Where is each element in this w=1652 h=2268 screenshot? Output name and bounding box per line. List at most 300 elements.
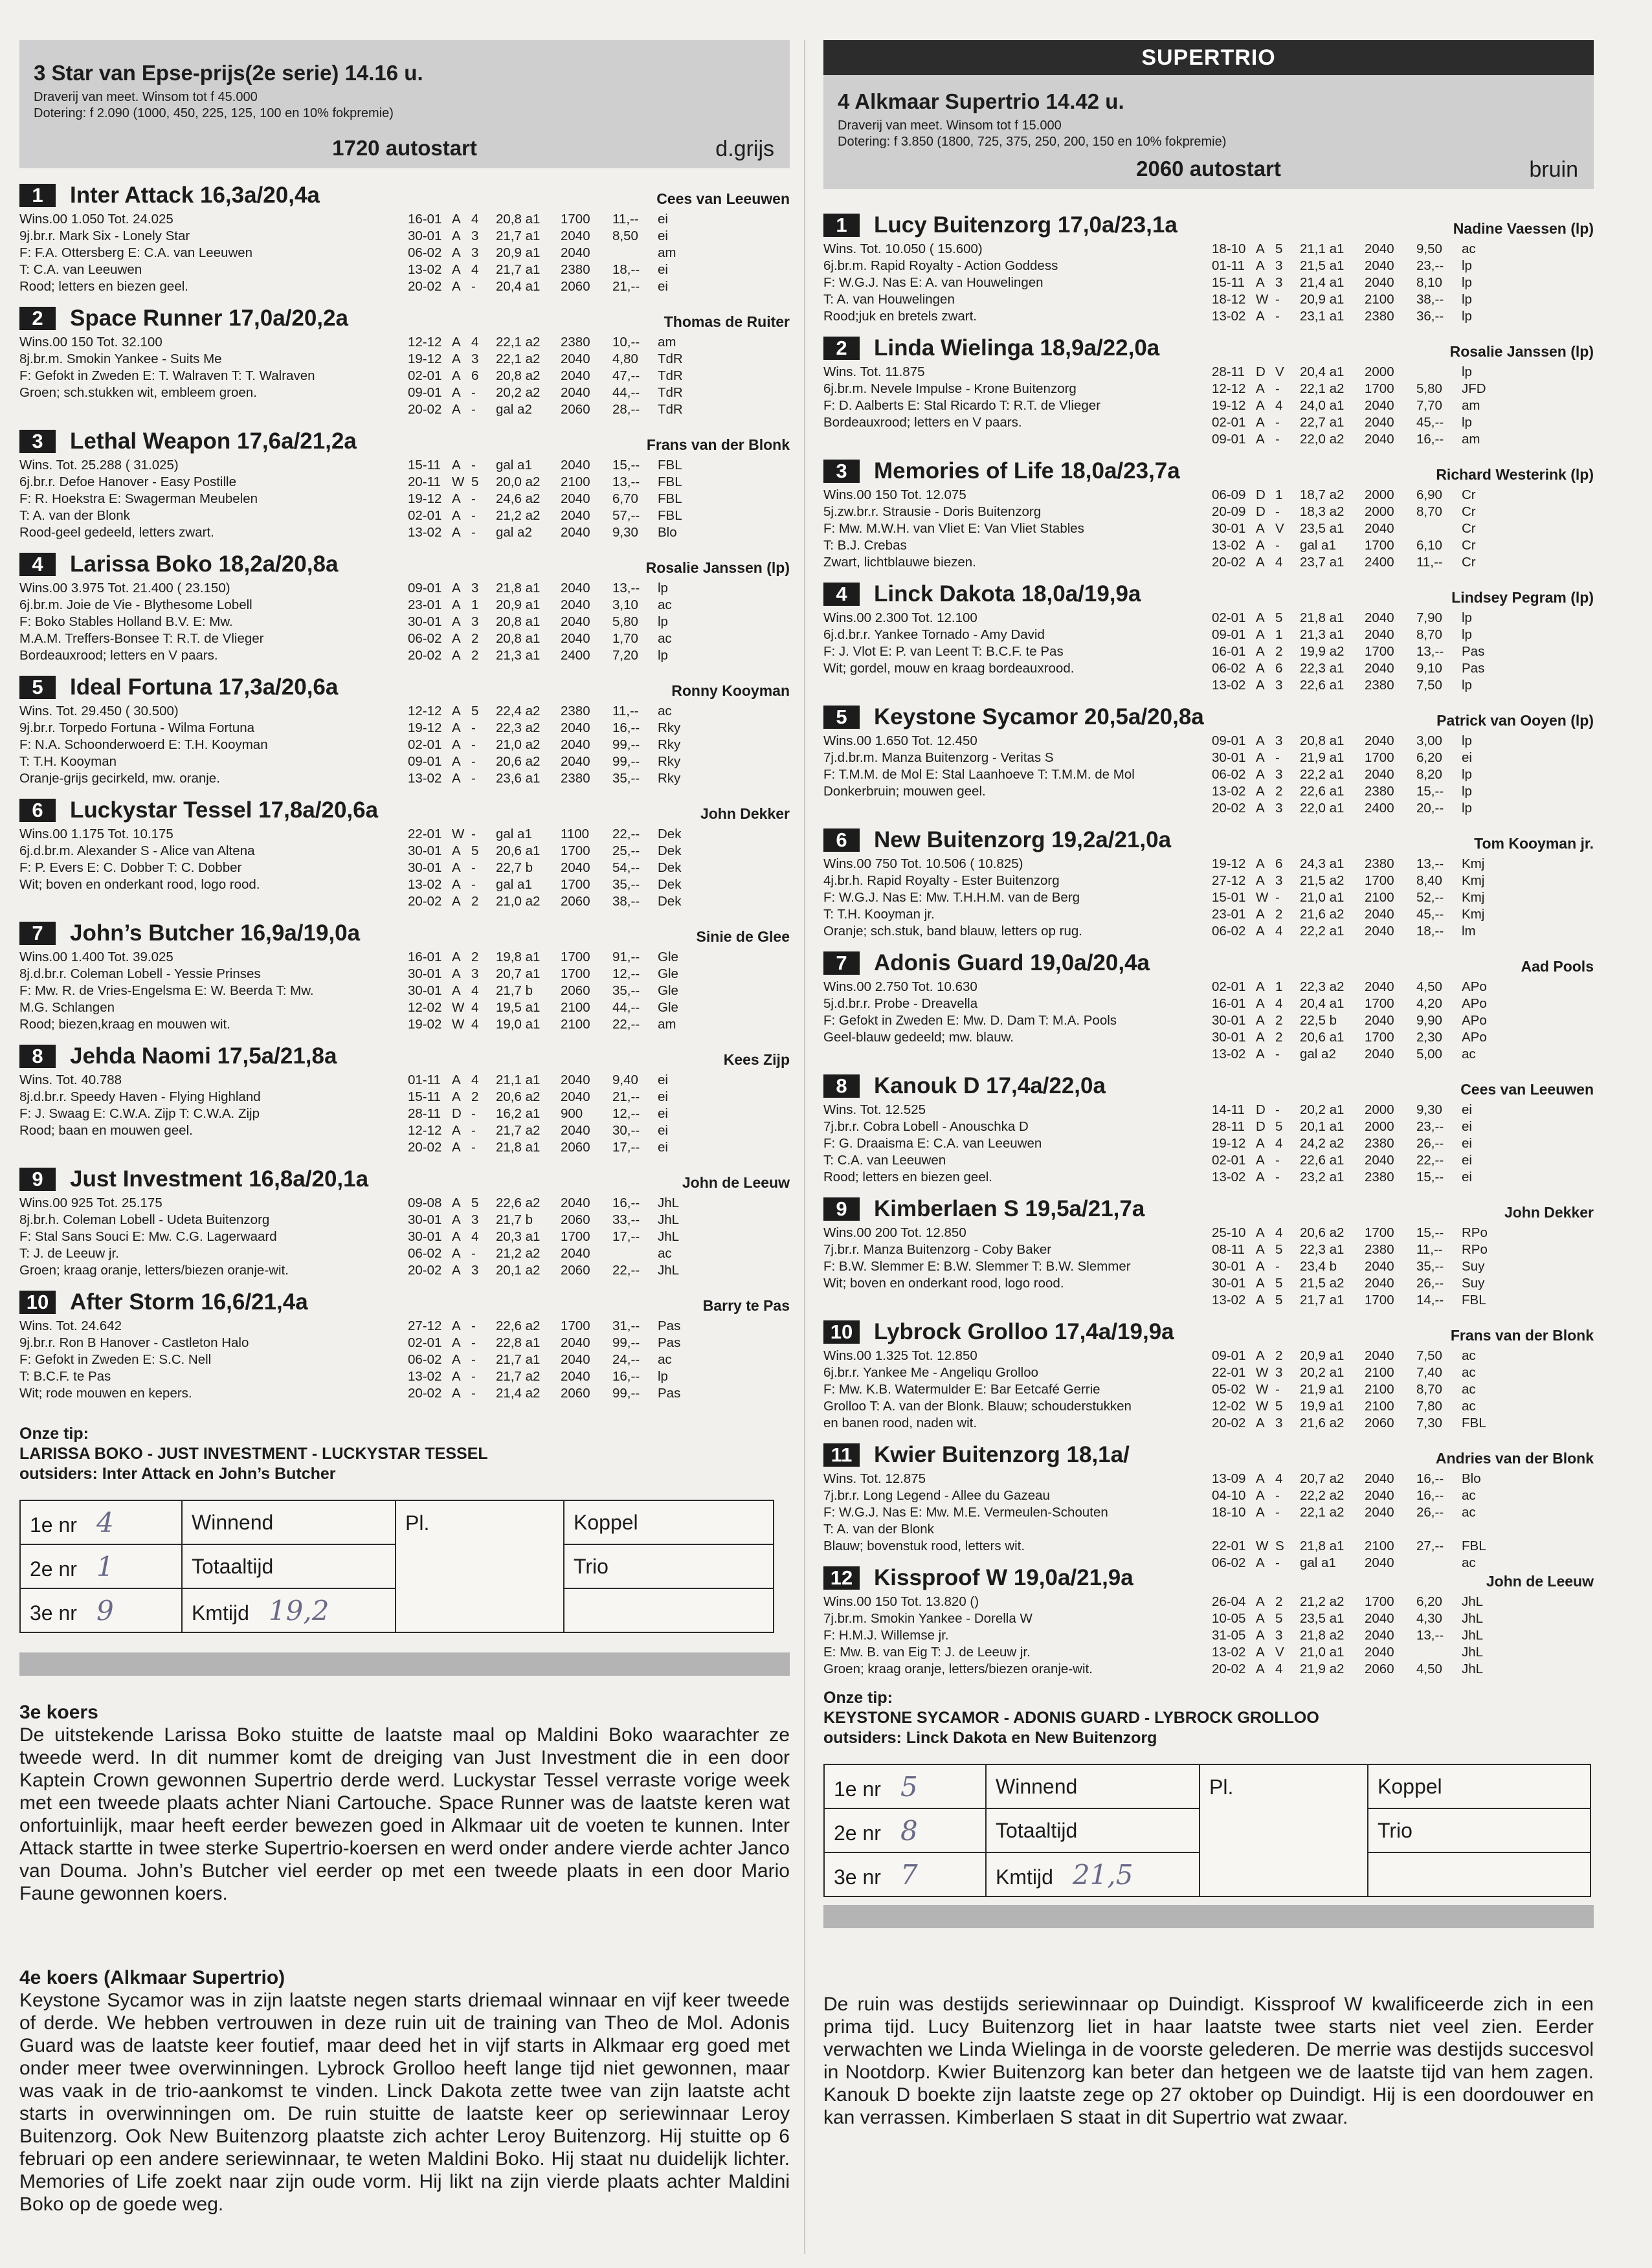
result-cell: 16-01 (408, 212, 442, 227)
result-cell: 20,9 a1 (1300, 292, 1345, 307)
form-pl-cell[interactable]: Pl. (1200, 1764, 1368, 1896)
result-cell: 30-01 (408, 1212, 442, 1227)
result-cell: A (1256, 924, 1265, 939)
result-cell: APo (1462, 996, 1487, 1011)
form-nr-cell[interactable] (824, 1808, 986, 1852)
recent-results (408, 211, 703, 295)
horse-info (823, 610, 1238, 677)
result-cell: 7,50 (1416, 678, 1442, 693)
result-cell: 23,6 a1 (496, 771, 541, 786)
horse-entry (19, 1166, 790, 1289)
result-cell: 28-11 (1212, 1119, 1245, 1134)
result-cell: 28-11 (1212, 364, 1245, 379)
race-purse: Dotering: f 2.090 (1000, 450, 225, 125, 100 en 10% fokpremie) (34, 106, 394, 120)
result-row (408, 770, 703, 787)
result-cell: A (1256, 979, 1265, 994)
result-cell: 4 (471, 1017, 479, 1032)
form-label-cell[interactable] (182, 1588, 396, 1632)
info-line: F: J. Swaag E: C.W.A. Zijp T: C.W.A. Zijp (19, 1106, 260, 1121)
form-nr-label: 1e nr (834, 1777, 881, 1801)
result-row (1212, 1241, 1507, 1258)
result-cell: 2040 (561, 1123, 590, 1138)
result-row (1212, 1471, 1507, 1487)
result-cell: A (1256, 1645, 1265, 1660)
result-row (1212, 1504, 1507, 1521)
result-row (1212, 1538, 1507, 1555)
result-cell: 6,10 (1416, 538, 1442, 553)
horse-name-text: New Buitenzorg 19,2a/21,0a (874, 827, 1172, 852)
result-cell: 9,90 (1416, 1013, 1442, 1028)
result-cell: 6 (471, 368, 479, 383)
result-cell: 02-01 (1212, 979, 1246, 994)
result-cell: 5 (1275, 241, 1283, 256)
info-line: Wins. Tot. 24.642 (19, 1318, 122, 1333)
result-cell: 2040 (1365, 1628, 1394, 1643)
horse-name-text: Jehda Naomi 17,5a/21,8a (70, 1043, 337, 1069)
form-nr-cell[interactable] (824, 1852, 986, 1896)
form-nr-cell[interactable] (20, 1544, 182, 1588)
start-number: 11 (823, 1443, 860, 1467)
result-cell: 30-01 (408, 843, 442, 858)
result-cell: 30-01 (408, 228, 442, 243)
form-bet-cell[interactable]: Trio (1368, 1808, 1591, 1852)
result-cell: 22,6 a1 (1300, 678, 1345, 693)
result-cell: A (452, 1229, 461, 1244)
result-cell: 4 (1275, 1471, 1283, 1486)
result-cell: 4 (471, 983, 479, 998)
result-cell: A (452, 228, 461, 243)
horse-name (19, 920, 790, 946)
result-cell: 27,-- (1416, 1539, 1444, 1553)
info-line: Wins.00 1.650 Tot. 12.450 (823, 733, 977, 748)
result-row (408, 1228, 703, 1245)
result-row (408, 1139, 703, 1156)
result-cell: 09-01 (1212, 1348, 1246, 1363)
form-nr-label: 2e nr (834, 1821, 881, 1845)
result-cell: A (1256, 767, 1265, 782)
result-cell: 3 (1275, 1416, 1283, 1430)
result-cell: A (1256, 1555, 1265, 1570)
form-nr-cell[interactable] (824, 1764, 986, 1808)
result-cell: 16,2 a1 (496, 1106, 541, 1121)
result-row (408, 384, 703, 401)
info-line: F: Gefokt in Zweden E: T. Walraven T: T. Walraven (19, 368, 315, 383)
recent-results (1212, 856, 1507, 940)
result-cell: 14-11 (1212, 1102, 1245, 1117)
result-cell: 20,4 a1 (496, 279, 541, 294)
result-cell: 22,3 a2 (496, 720, 541, 735)
result-cell: 13-02 (1212, 1645, 1246, 1660)
result-row (408, 457, 703, 474)
result-cell: 30-01 (1212, 1259, 1246, 1274)
result-cell: W (452, 827, 465, 841)
result-row (408, 843, 703, 860)
result-cell: 2060 (561, 1140, 590, 1155)
result-cell: 2 (1275, 1594, 1283, 1609)
result-row (408, 1335, 703, 1351)
result-cell: 6 (1275, 856, 1283, 871)
result-cell: lp (658, 648, 668, 663)
result-cell: 20-02 (408, 1263, 442, 1278)
result-cell: ei (1462, 1119, 1472, 1134)
result-cell: A (452, 1386, 461, 1401)
result-cell: A (1256, 750, 1265, 765)
result-cell: A (1256, 241, 1265, 256)
result-row (1212, 610, 1507, 627)
result-cell: gal a1 (1300, 1555, 1336, 1570)
result-cell: 1700 (1365, 750, 1394, 765)
horse-name-text: Space Runner 17,0a/20,2a (70, 306, 348, 331)
result-cell: 3,10 (612, 597, 638, 612)
horse-info (823, 364, 1238, 431)
result-cell: 1 (471, 597, 479, 612)
result-cell: 13,-- (1416, 1628, 1444, 1643)
horse-info (823, 1594, 1238, 1678)
form-label-cell[interactable] (986, 1764, 1200, 1808)
result-cell: 2000 (1365, 504, 1394, 519)
result-cell: 21,0 a1 (1300, 890, 1345, 905)
result-cell: 2040 (561, 1335, 590, 1350)
driver-name: Sinie de Glee (696, 928, 790, 945)
result-cell: 8,40 (1416, 873, 1442, 888)
result-cell: 1700 (561, 950, 590, 964)
info-line: F: Gefokt in Zweden E: S.C. Nell (19, 1352, 212, 1367)
result-cell: FBL (1462, 1416, 1486, 1430)
info-line: 5j.zw.br.r. Strausie - Doris Buitenzorg (823, 504, 1042, 519)
result-cell: - (1275, 309, 1280, 324)
supertrio-banner: SUPERTRIO (823, 40, 1594, 75)
result-cell: 09-01 (1212, 432, 1246, 447)
result-row (1212, 1521, 1507, 1538)
info-line: F: W.G.J. Nas E: A. van Houwelingen (823, 275, 1044, 290)
form-nr-cell[interactable] (20, 1500, 182, 1544)
story-title-2: 4e koers (Alkmaar Supertrio) (19, 1967, 285, 1988)
result-cell: 20-02 (1212, 1662, 1246, 1676)
horse-name-text: Kanouk D 17,4a/22,0a (874, 1073, 1106, 1098)
info-line: Rood;juk en bretels zwart. (823, 309, 977, 324)
result-cell: 2100 (561, 1017, 590, 1032)
result-cell: 2040 (561, 458, 590, 472)
recent-results (1212, 1348, 1507, 1432)
result-row (408, 580, 703, 597)
form-bet-cell[interactable]: Koppel (564, 1500, 774, 1544)
result-cell: 20,7 a1 (496, 966, 541, 981)
form-label-cell[interactable] (182, 1500, 396, 1544)
result-row (1212, 750, 1507, 766)
info-line: F: W.G.J. Nas E: Mw. T.H.H.M. van de Berg (823, 890, 1080, 905)
result-cell: A (1256, 1259, 1265, 1274)
result-cell: 22,-- (612, 1263, 640, 1278)
result-cell: 54,-- (612, 860, 640, 875)
result-cell: 13-02 (1212, 1170, 1246, 1184)
horse-entry (19, 428, 790, 551)
form-label-cell[interactable] (986, 1808, 1200, 1852)
horse-name-text: Memories of Life 18,0a/23,7a (874, 458, 1180, 484)
result-cell: 3 (1275, 873, 1283, 888)
form-label: Winnend (996, 1774, 1078, 1798)
result-cell: A (452, 1212, 461, 1227)
result-cell: 2040 (1365, 241, 1394, 256)
horse-info (823, 1348, 1238, 1432)
horse-info (19, 826, 434, 893)
result-cell: - (471, 860, 476, 875)
result-cell: A (1256, 1225, 1265, 1240)
result-cell: A (1256, 1348, 1265, 1363)
result-cell: S (1275, 1539, 1284, 1553)
recent-results (1212, 1225, 1507, 1309)
result-cell: ac (1462, 1505, 1476, 1520)
horse-entry (19, 1043, 790, 1166)
recent-results (408, 826, 703, 910)
result-cell: 1700 (561, 966, 590, 981)
result-cell: 21,7 a1 (496, 262, 541, 277)
result-cell: gal a1 (1300, 538, 1336, 553)
result-row (1212, 1348, 1507, 1364)
form-bet-cell[interactable]: Trio (564, 1544, 774, 1588)
result-cell: W (452, 1017, 465, 1032)
horse-entry (823, 212, 1594, 335)
form-label: Winnend (192, 1510, 274, 1534)
race-header (19, 40, 790, 168)
result-cell: A (452, 860, 461, 875)
start-number: 12 (823, 1566, 860, 1590)
result-cell: 2040 (561, 581, 590, 595)
result-cell: A (1256, 309, 1265, 324)
horse-entry (19, 306, 790, 428)
result-cell: A (1256, 415, 1265, 430)
form-bet-cell[interactable] (564, 1588, 774, 1632)
result-cell: 06-02 (408, 1246, 442, 1261)
recent-results (1212, 1471, 1507, 1572)
result-cell: 15-11 (408, 458, 441, 472)
result-cell: 2040 (1365, 258, 1394, 273)
result-row (408, 1385, 703, 1402)
result-cell: 2040 (1365, 924, 1394, 939)
result-cell: 31,-- (612, 1318, 640, 1333)
result-cell: 20,6 a1 (496, 843, 541, 858)
result-cell: 30-01 (408, 983, 442, 998)
result-cell: lp (1462, 801, 1472, 816)
result-cell: 20-02 (1212, 555, 1246, 570)
result-cell: D (1256, 487, 1266, 502)
result-cell: A (1256, 1013, 1265, 1028)
result-cell: - (471, 827, 476, 841)
grey-bar (823, 1905, 1594, 1928)
result-cell: Cr (1462, 538, 1476, 553)
form-nr-label: 1e nr (30, 1513, 77, 1537)
result-cell: 2040 (561, 754, 590, 769)
form-label-cell[interactable] (182, 1544, 396, 1588)
result-row (1212, 1487, 1507, 1504)
result-cell: - (471, 1106, 476, 1121)
result-cell: 2040 (1365, 1488, 1394, 1503)
info-line: Donkerbruin; mouwen geel. (823, 784, 986, 799)
result-cell: 13-02 (1212, 309, 1246, 324)
result-cell: 2380 (1365, 1136, 1394, 1151)
result-cell: 30-01 (1212, 1013, 1246, 1028)
result-row (1212, 1398, 1507, 1415)
start-number: 5 (823, 706, 860, 729)
result-cell: 16,-- (612, 1369, 640, 1384)
result-cell: 21,6 a2 (1300, 907, 1345, 922)
info-line: F: D. Aalberts E: Stal Ricardo T: R.T. de Vlieger (823, 398, 1101, 413)
result-cell: 20,8 a1 (496, 212, 541, 227)
result-row (1212, 856, 1507, 873)
result-cell: 2060 (561, 1386, 590, 1401)
result-cell: 20-02 (1212, 801, 1246, 816)
result-cell: Kmj (1462, 873, 1485, 888)
start-number: 1 (19, 184, 56, 207)
result-cell: am (658, 1017, 676, 1032)
result-cell: 8,50 (612, 228, 638, 243)
info-line: Wins. Tot. 29.450 ( 30.500) (19, 704, 179, 718)
result-cell: 2040 (561, 737, 590, 752)
handwritten-kmtijd: 21,5 (1072, 1858, 1133, 1891)
result-cell: 2040 (1365, 521, 1394, 536)
info-line: F: Boko Stables Holland B.V. E: Mw. (19, 614, 233, 629)
form-bet-cell[interactable]: Koppel (1368, 1764, 1591, 1808)
result-cell: V (1275, 364, 1284, 379)
result-cell: 4 (1275, 1662, 1283, 1676)
result-row (408, 1351, 703, 1368)
result-cell: 5 (471, 1195, 479, 1210)
info-line: 7j.d.br.m. Manza Buitenzorg - Veritas S (823, 750, 1054, 765)
result-row (1212, 1364, 1507, 1381)
result-cell: Rky (658, 720, 681, 735)
form-pl-cell[interactable]: Pl. (396, 1500, 564, 1632)
result-row (408, 245, 703, 261)
result-cell: 2040 (1365, 1611, 1394, 1626)
form-label: Kmtijd (996, 1865, 1053, 1889)
result-cell: Pas (658, 1386, 681, 1401)
horse-name (823, 1565, 1594, 1591)
result-cell: 20-02 (408, 894, 442, 909)
horse-name-text: Lethal Weapon 17,6a/21,2a (70, 428, 357, 454)
result-cell: - (471, 1335, 476, 1350)
info-line: 9j.br.r. Torpedo Fortuna - Wilma Fortuna (19, 720, 255, 735)
result-cell: 6,20 (1416, 750, 1442, 765)
result-cell: 22,3 a1 (1300, 1242, 1345, 1257)
result-cell: FBL (658, 508, 682, 523)
result-cell: ei (1462, 1136, 1472, 1151)
result-cell: 2 (471, 1089, 479, 1104)
result-cell: A (1256, 1030, 1265, 1045)
result-row (408, 507, 703, 524)
tip-block (19, 1424, 790, 1484)
race-title: 3 Star van Epse-prijs(2e serie) 14.16 u. (34, 61, 423, 85)
result-row (408, 597, 703, 614)
result-row (1212, 504, 1507, 520)
start-number: 8 (823, 1074, 860, 1098)
form-label-cell[interactable] (986, 1852, 1200, 1896)
result-cell: D (1256, 1102, 1266, 1117)
result-cell: - (471, 1386, 476, 1401)
result-cell: 3 (1275, 678, 1283, 693)
result-cell: 2000 (1365, 364, 1394, 379)
result-cell: 13-02 (1212, 784, 1246, 799)
result-cell: 4,50 (1416, 1662, 1442, 1676)
result-cell: FBL (1462, 1293, 1486, 1307)
result-cell: TdR (658, 402, 683, 417)
result-cell: JhL (658, 1229, 680, 1244)
info-line: Wit; gordel, mouw en kraag bordeauxrood. (823, 661, 1075, 676)
result-cell: 02-01 (408, 1335, 442, 1350)
info-line: T: A. van der Blonk (19, 508, 130, 523)
result-cell: 9,50 (1416, 241, 1442, 256)
result-cell: 2380 (561, 335, 590, 350)
result-cell: - (1275, 1488, 1280, 1503)
story-text: De ruin was destijds seriewinnaar op Duindigt. Kissproof W kwalificeerde zich in een prima tijd. Lucy Buitenzorg liet in haar laatste twee starts niet veel zien. Eerder verwachten we Linda Wielinga in de voorste gelederen. De merrie was destijds succesvol in Nootdorp. Kwier Buitenzorg kan beter dan hetgeen we de laatste tijd van hem zagen. Kanouk D boekte zijn laatste zege op 27 oktober op Duindigt. Hij is een doordouwer en kan verrassen. Kimberlaen S staat in dit Supertrio wat zwaar. (823, 1994, 1594, 2128)
result-cell: lp (1462, 784, 1472, 799)
start-number: 9 (823, 1197, 860, 1221)
result-cell: 2380 (561, 262, 590, 277)
result-cell: 5 (1275, 1611, 1283, 1626)
result-cell: 20,6 a2 (1300, 1225, 1345, 1240)
horse-info (19, 457, 434, 541)
result-cell: D (1256, 364, 1266, 379)
result-cell: 21,5 a1 (1300, 258, 1345, 273)
result-cell: W (452, 474, 465, 489)
result-row (408, 614, 703, 630)
horse-info (823, 1471, 1238, 1555)
result-cell: TdR (658, 351, 683, 366)
form-nr-label: 3e nr (834, 1865, 881, 1889)
result-cell: 2400 (561, 648, 590, 663)
result-cell: 8,70 (1416, 627, 1442, 642)
result-cell: ei (658, 212, 668, 227)
result-cell: A (452, 877, 461, 892)
result-cell: 1700 (1365, 1030, 1394, 1045)
result-cell: 18-12 (1212, 292, 1246, 307)
result-cell: 5 (471, 474, 479, 489)
result-cell: - (1275, 504, 1280, 519)
result-cell: - (471, 1369, 476, 1384)
right-column (823, 40, 1594, 2129)
result-cell: 2060 (561, 402, 590, 417)
result-cell: A (1256, 555, 1265, 570)
result-cell: 20,9 a1 (1300, 1348, 1345, 1363)
result-cell: 30,-- (612, 1123, 640, 1138)
result-cell: A (452, 771, 461, 786)
form-nr-cell[interactable] (20, 1588, 182, 1632)
result-cell: 20,2 a1 (1300, 1102, 1345, 1117)
result-cell: lp (1462, 415, 1472, 430)
result-cell: 4,30 (1416, 1611, 1442, 1626)
result-cell: ei (1462, 1170, 1472, 1184)
handwritten-kmtijd: 19,2 (268, 1594, 329, 1627)
result-row (408, 334, 703, 351)
result-cell: 8,10 (1416, 275, 1442, 290)
result-cell: - (1275, 1047, 1280, 1062)
driver-name: Rosalie Janssen (lp) (1449, 343, 1594, 360)
result-cell: 2040 (561, 491, 590, 506)
column-divider (804, 40, 805, 2254)
result-cell: 4,20 (1416, 996, 1442, 1011)
result-cell: 25-10 (1212, 1225, 1246, 1240)
form-bet-cell[interactable] (1368, 1852, 1591, 1896)
result-cell: D (1256, 1119, 1266, 1134)
bet-form (19, 1500, 774, 1633)
result-cell: FBL (658, 491, 682, 506)
result-cell: FBL (658, 458, 682, 472)
result-cell: Pas (1462, 644, 1485, 659)
result-cell: 20,8 a1 (496, 614, 541, 629)
result-cell: A (1256, 381, 1265, 396)
result-cell: 4 (1275, 555, 1283, 570)
result-cell: 12-12 (408, 335, 442, 350)
result-cell: Kmj (1462, 856, 1485, 871)
result-cell: A (1256, 1594, 1265, 1609)
